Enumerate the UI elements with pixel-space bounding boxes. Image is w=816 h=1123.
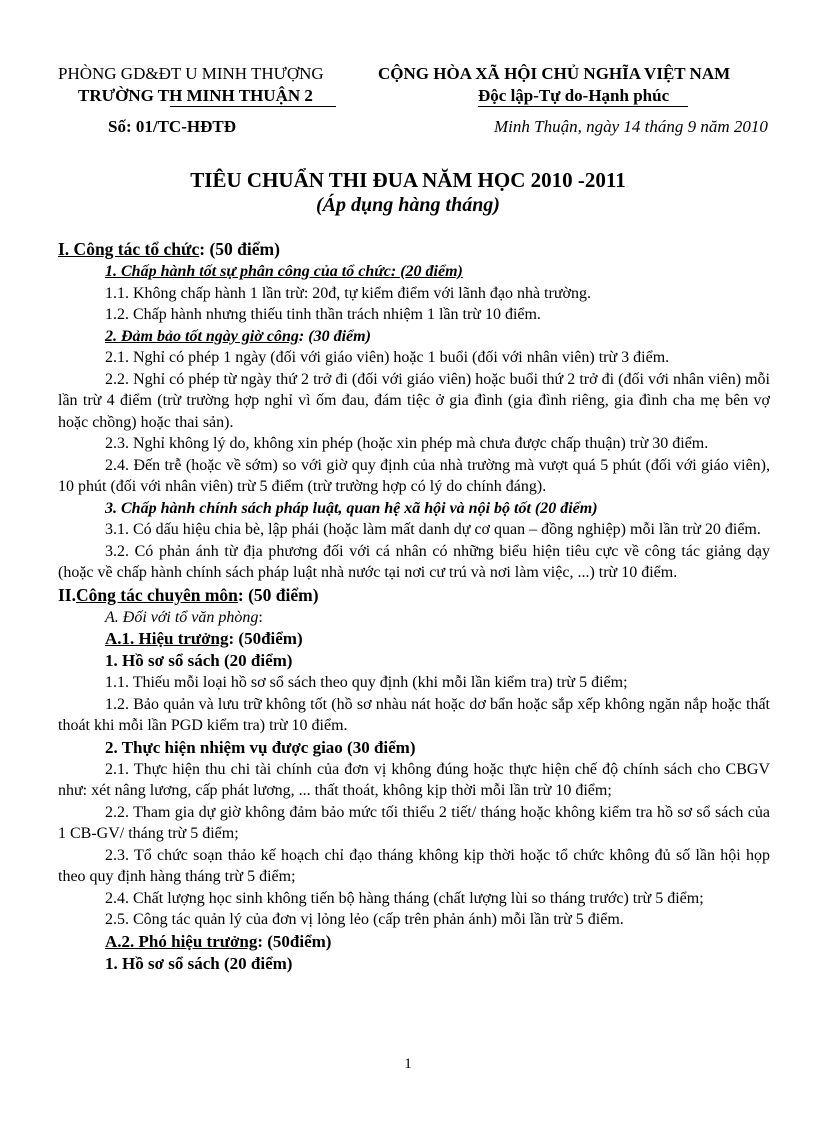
section-1-heading: I. Công tác tổ chức: (50 điểm) [58,239,280,259]
a1-para-2-2: 2.2. Tham gia dự giờ không đảm bảo mức tối thiểu 2 tiết/ tháng hoặc không kiểm tra hồ sơ sổ sách của 1 CB-GV/ tháng trừ 5 điểm; [58,803,770,842]
document-title: TIÊU CHUẨN THI ĐUA NĂM HỌC 2010 -2011 [190,168,626,192]
a1-para-1-1: 1.1. Thiếu mỗi loại hồ sơ sổ sách theo quy định (khi mỗi lần kiểm tra) trừ 5 điểm; [105,674,628,691]
a1-para-1-2: 1.2. Bảo quản và lưu trữ không tốt (hồ sơ nhàu nát hoặc dơ bẩn hoặc sắp xếp không ngăn nắp hoặc thất thoát khi mỗi lần PGD kiểm tra) trừ 10 điểm. [58,695,770,734]
a1-para-2-1: 2.1. Thực hiện thu chi tài chính của đơn vị không đúng hoặc thực hiện chế độ chính sách cho CBGV như: xét nâng lương, cấp phát lương, ... thất thoát, không kịp thời mỗi lần trừ 10 điểm; [58,760,770,799]
group-a-heading: A. Đối với tổ văn phòng: [105,608,263,626]
department-name: PHÒNG GD&ĐT U MINH THƯỢNG [58,64,324,83]
para-2-3: 2.3. Nghỉ không lý do, không xin phép (hoặc xin phép mà chưa được chấp thuận) trừ 30 điểm. [105,435,709,452]
subsection-1-3: 3. Chấp hành chính sách pháp luật, quan hệ xã hội và nội bộ tốt (20 điểm) [105,499,598,517]
motto-underline [478,106,688,107]
a1-heading: A.1. Hiệu trưởng: (50điểm) [105,629,303,648]
document-subtitle: (Áp dụng hàng tháng) [316,194,500,216]
subsection-1-1: 1. Chấp hành tốt sự phân công của tổ chức: (20 điểm) [105,263,463,280]
para-3-1: 3.1. Có dấu hiệu chia bè, lập phái (hoặc làm mất danh dự cơ quan – đồng nghiệp) mỗi lần trừ 20 điểm. [105,521,761,538]
place-date: Minh Thuận, ngày 14 tháng 9 năm 2010 [494,117,768,136]
para-2-2: 2.2. Nghỉ có phép từ ngày thứ 2 trở đi (đối với giáo viên) hoặc buổi thứ 2 trở đi (đối với nhân viên) mỗi lần trừ 4 điểm (trừ trường hợp nghỉ vì ốm đau, đám tiệc ở gia đình (gia đình riêng, gia đình cha mẹ bên vợ hoặc chồng) hoặc thai sản). [58,370,770,431]
republic-name: CỘNG HÒA XÃ HỘI CHỦ NGHĨA VIỆT NAM [378,64,731,83]
a2-heading: A.2. Phó hiệu trưởng: (50điểm) [105,931,332,951]
school-name: TRƯỜNG TH MINH THUẬN 2 [78,86,313,105]
subsection-1-2: 2. Đảm bảo tốt ngày giờ công: (30 điểm) [105,327,371,345]
a1-para-2-4: 2.4. Chất lượng học sinh không tiến bộ hàng tháng (chất lượng lùi so tháng trước) trừ 5 điểm; [105,889,704,907]
national-motto: Độc lập-Tự do-Hạnh phúc [478,86,670,105]
para-3-2: 3.2. Có phản ánh từ địa phương đối với cá nhân có những biểu hiện tiêu cực về công tác giảng dạy (hoặc về chấp hành chính sách pháp luật nhà nước tại nơi cư trú và nơi làm việc, ...) trừ 10 điểm. [58,542,770,581]
document-body [58,238,770,975]
a1-para-2-5: 2.5. Công tác quản lý của đơn vị lỏng lẻo (cấp trên phản ánh) mỗi lần trừ 5 điểm. [105,911,624,928]
para-2-4: 2.4. Đến trễ (hoặc về sớm) so với giờ quy định của nhà trường mà vượt quá 5 phút (đối với giáo viên), 10 phút (đối với nhân viên) trừ 5 điểm (trừ trường hợp có lý do chính đáng). [58,456,770,495]
a1-para-2-3: 2.3. Tổ chức soạn thảo kế hoạch chỉ đạo tháng không kịp thời hoặc tổ chức không đủ số lần hội họp theo quy định hàng tháng trừ 5 điểm; [58,846,770,885]
section-2-heading: II.Công tác chuyên môn: (50 điểm) [58,584,319,605]
para-2-1: 2.1. Nghỉ có phép 1 ngày (đối với giáo viên) hoặc 1 buổi (đối với nhân viên) trừ 3 điểm. [105,349,670,366]
para-1-1: 1.1. Không chấp hành 1 lần trừ: 20đ, tự kiểm điểm với lãnh đạo nhà trường. [105,284,591,302]
para-1-2: 1.2. Chấp hành nhưng thiếu tinh thần trách nhiệm 1 lần trừ 10 điểm. [105,306,541,323]
document-number: Số: 01/TC-HĐTĐ [108,117,236,136]
page-number: 1 [404,1056,412,1072]
a1-records-heading: 1. Hồ sơ sổ sách (20 điểm) [105,651,293,670]
a1-duties-heading: 2. Thực hiện nhiệm vụ được giao (30 điểm) [105,737,416,757]
a2-records-heading: 1. Hồ sơ sổ sách (20 điểm) [105,953,293,973]
school-underline [170,106,336,107]
